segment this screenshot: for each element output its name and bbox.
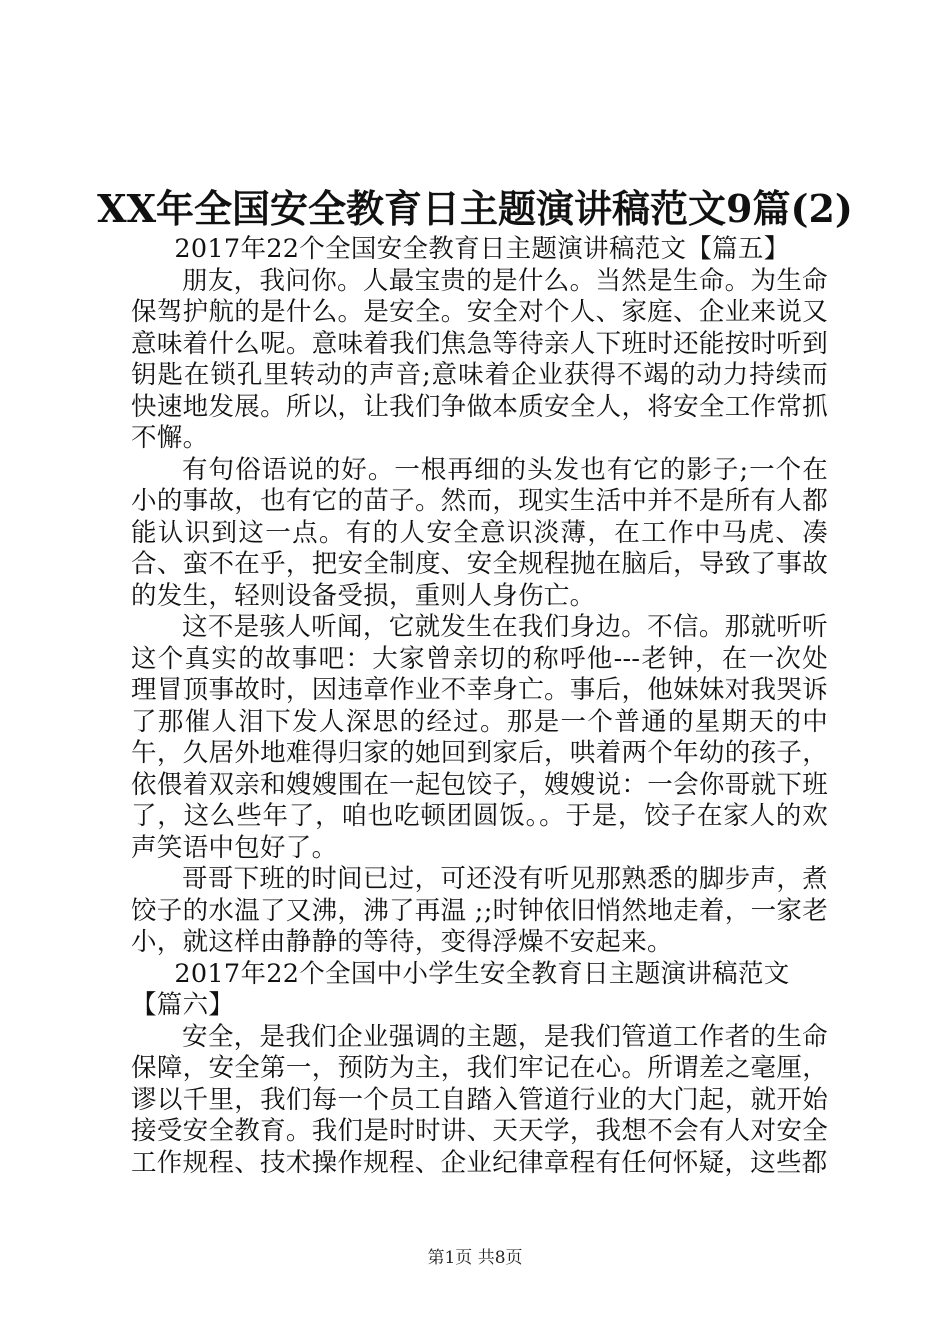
paragraph: 朋友，我问你。人最宝贵的是什么。当然是生命。为生命保驾护航的是什么。是安全。安全对个人、家庭、企业来说又意味着什么呢。意味着我们焦急等待亲人下班时还能按时听到钥匙在锁孔里转动的声音;意味着企业获得不竭的动力持续而快速地发展。所以，让我们争做本质安全人，将安全工作常抓不懈。 bbox=[131, 265, 828, 453]
paragraph: 这不是骇人听闻，它就发生在我们身边。不信。那就听听这个真实的故事吧：大家曾亲切的称呼他---老钟，在一次处理冒顶事故时，因违章作业不幸身亡。事后，他妹妹对我哭诉了那催人泪下发人深思的经过。那是一个普通的星期天的中午，久居外地难得归家的她回到家后，哄着两个年幼的孩子，依偎着双亲和嫂嫂围在一起包饺子，嫂嫂说：一会你哥就下班了，这么些年了，咱也吃顿团圆饭。。于是，饺子在家人的欢声笑语中包好了。 bbox=[131, 612, 828, 863]
section-heading: 2017年22个全国中小学生安全教育日主题演讲稿范文【篇六】 bbox=[131, 958, 790, 1020]
document-body bbox=[131, 234, 828, 1179]
document-title: XX年全国安全教育日主题演讲稿范文9篇(2) bbox=[97, 186, 853, 231]
section-heading: 2017年22个全国安全教育日主题演讲稿范文【篇五】 bbox=[174, 234, 790, 264]
paragraph: 有句俗语说的好。一根再细的头发也有它的影子;一个在小的事故，也有它的苗子。然而，现实生活中并不是所有人都能认识到这一点。有的人安全意识淡薄，在工作中马虎、凑合、蛮不在乎，把安全制度、安全规程抛在脑后，导致了事故的发生，轻则设备受损，重则人身伤亡。 bbox=[131, 454, 828, 611]
page-footer: 第1页 共8页 bbox=[427, 1248, 523, 1268]
paragraph: 安全，是我们企业强调的主题，是我们管道工作者的生命保障，安全第一，预防为主，我们牢记在心。所谓差之毫厘，谬以千里，我们每一个员工自踏入管道行业的大门起，就开始接受安全教育。我们是时时讲、天天学，我想不会有人对安全工作规程、技术操作规程、企业纪律章程有任何怀疑，这些都 bbox=[131, 1021, 828, 1178]
paragraph: 哥哥下班的时间已过，可还没有听见那熟悉的脚步声，煮饺子的水温了又沸，沸了再温 ;;时钟依旧悄然地走着，一家老小，就这样由静静的等待，变得浮燥不安起来。 bbox=[131, 864, 828, 957]
